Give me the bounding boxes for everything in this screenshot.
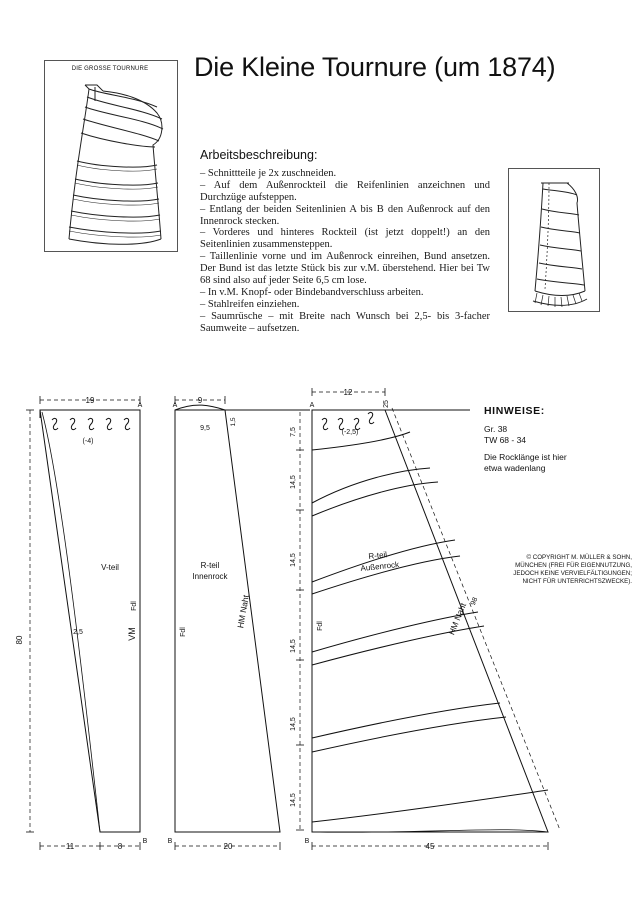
hoop-line [312,626,484,665]
dim-label-80: 80 [15,635,24,645]
seg-label-145: 14,5 [290,639,297,653]
instruction-item: – In v.M. Knopf- oder Bindebandverschluss arbeiten. [200,286,424,298]
piece-label-vteil: V-teil [101,563,119,572]
mark-label-25-side: 2,5 [73,629,83,636]
notes-heading: HINWEISE: [484,405,545,417]
gather-mark [124,418,130,429]
copyright-line: JEDOCH KEINE VERVIELFÄLTIGUNGEN; [513,570,632,577]
dim-label-11: 11 [65,842,75,851]
dim-label-98: 98 [469,596,480,607]
dim-label-12: 12 [343,388,353,397]
small-bustle-drawing [509,169,599,311]
dim-label-20: 20 [223,842,233,851]
piece-label-vm: VM [127,627,137,641]
innenrock-outline [175,405,280,832]
gather-mark [52,418,58,429]
hoop-line [312,717,506,752]
piece-label-hm-naht-aussenrock: HM Naht [446,601,469,637]
gather-mark [338,418,344,429]
piece-label-fdl-innenrock: Fdl [180,627,187,637]
instructions-section [200,150,490,335]
illustration-caption: DIE GROSSE TOURNURE [71,66,149,72]
point-b-aussenrock: B [304,838,310,845]
dim-label-45: 45 [425,842,435,851]
gather-mark [354,418,360,429]
point-a-innenrock: A [172,402,178,409]
note-length-1: Die Rocklänge ist hier [484,452,567,462]
hoop-line [312,790,548,822]
dim-label-8: 8 [117,842,123,851]
vteil-outline [40,410,140,832]
instruction-item: – Auf dem Außenrockteil die Reifenlinien anzeichnen und Durchzüge aufsteppen. [200,179,490,203]
instruction-item: – Saumrüsche – mit Breite nach Wunsch bei 2,5- bis 3-facher Saumweite – aufsetzen. [200,310,490,334]
point-a-aussenrock: A [309,402,315,409]
large-bustle-drawing [45,61,177,251]
piece-label-innenrock: Innenrock [192,572,228,581]
instructions-list [200,168,490,335]
gather-mark [322,418,328,429]
instruction-item: – Schnittteile je 2x zuschneiden. [200,167,337,179]
dim-line-98 [392,408,560,830]
mark-label-25-top: 25 [383,400,390,408]
seg-label-145: 14,5 [290,475,297,489]
illustration-small-bustle [508,168,600,312]
copyright-line: NICHT FÜR UNTERRICHTSZWECKE). [522,578,632,585]
piece-label-rteil: R-teil [200,561,220,570]
point-a-vteil: A [137,402,143,409]
piece-label-rteil-aussen: R-teil [367,550,388,561]
dim-label-19: 19 [85,396,95,405]
note-size: Gr. 38 [484,424,508,434]
instruction-item: – Taillenlinie vorne und im Außenrock einreihen, Bund ansetzen. Der Bund ist das letzte Stück bis zur v.M. überstehend. Hier bei Tw 68 sind also auf jeder Seite 6,5 cm lose. [200,251,490,287]
gather-mark [106,418,112,429]
curve-label-95: 9,5 [200,425,210,432]
mark-label-15: 1,5 [230,417,237,427]
seg-label-145: 14,5 [290,793,297,807]
piece-label-fdl-vteil: Fdl [131,601,138,611]
hoop-line [312,432,410,450]
illustration-large-bustle [44,60,178,252]
piece-label-aussenrock: Außenrock [360,560,400,574]
dart-label-4: (-4) [82,438,94,445]
pattern-drawing [0,380,640,919]
instruction-item: – Entlang der beiden Seitenlinien A bis B den Außenrock auf den Innenrock stecken. [200,203,490,227]
gather-mark [70,418,76,429]
seg-label-75: 7,5 [290,427,297,437]
note-waist: TW 68 - 34 [484,435,527,445]
note-length-2: etwa wadenlang [484,463,546,473]
piece-label-fdl-aussenrock: Fdl [317,621,324,631]
seg-label-145: 14,5 [290,553,297,567]
page-title: Die Kleine Tournure (um 1874) [194,52,556,82]
copyright-line: © COPYRIGHT M. MÜLLER & SOHN, [526,554,632,561]
copyright-line: MÜNCHEN (FREI FÜR EIGENNUTZUNG, [515,562,632,569]
gather-mark [368,412,374,423]
seg-label-145: 14,5 [290,717,297,731]
instructions-heading: Arbeitsbeschreibung: [200,148,318,162]
point-b-innenrock: B [167,838,173,845]
gather-mark [88,418,94,429]
instruction-item: – Stahlreifen einziehen. [200,298,300,310]
instruction-item: – Vorderes und hinteres Rockteil (ist jetzt doppelt!) an den Seitenlinien zusammensteppen. [200,227,490,251]
dim-label-9: 9 [197,396,203,405]
piece-label-hm-naht-innenrock: HM Naht [235,594,251,629]
point-b-vteil: B [142,838,148,845]
dart-label-25: (-2,5) [341,429,359,436]
